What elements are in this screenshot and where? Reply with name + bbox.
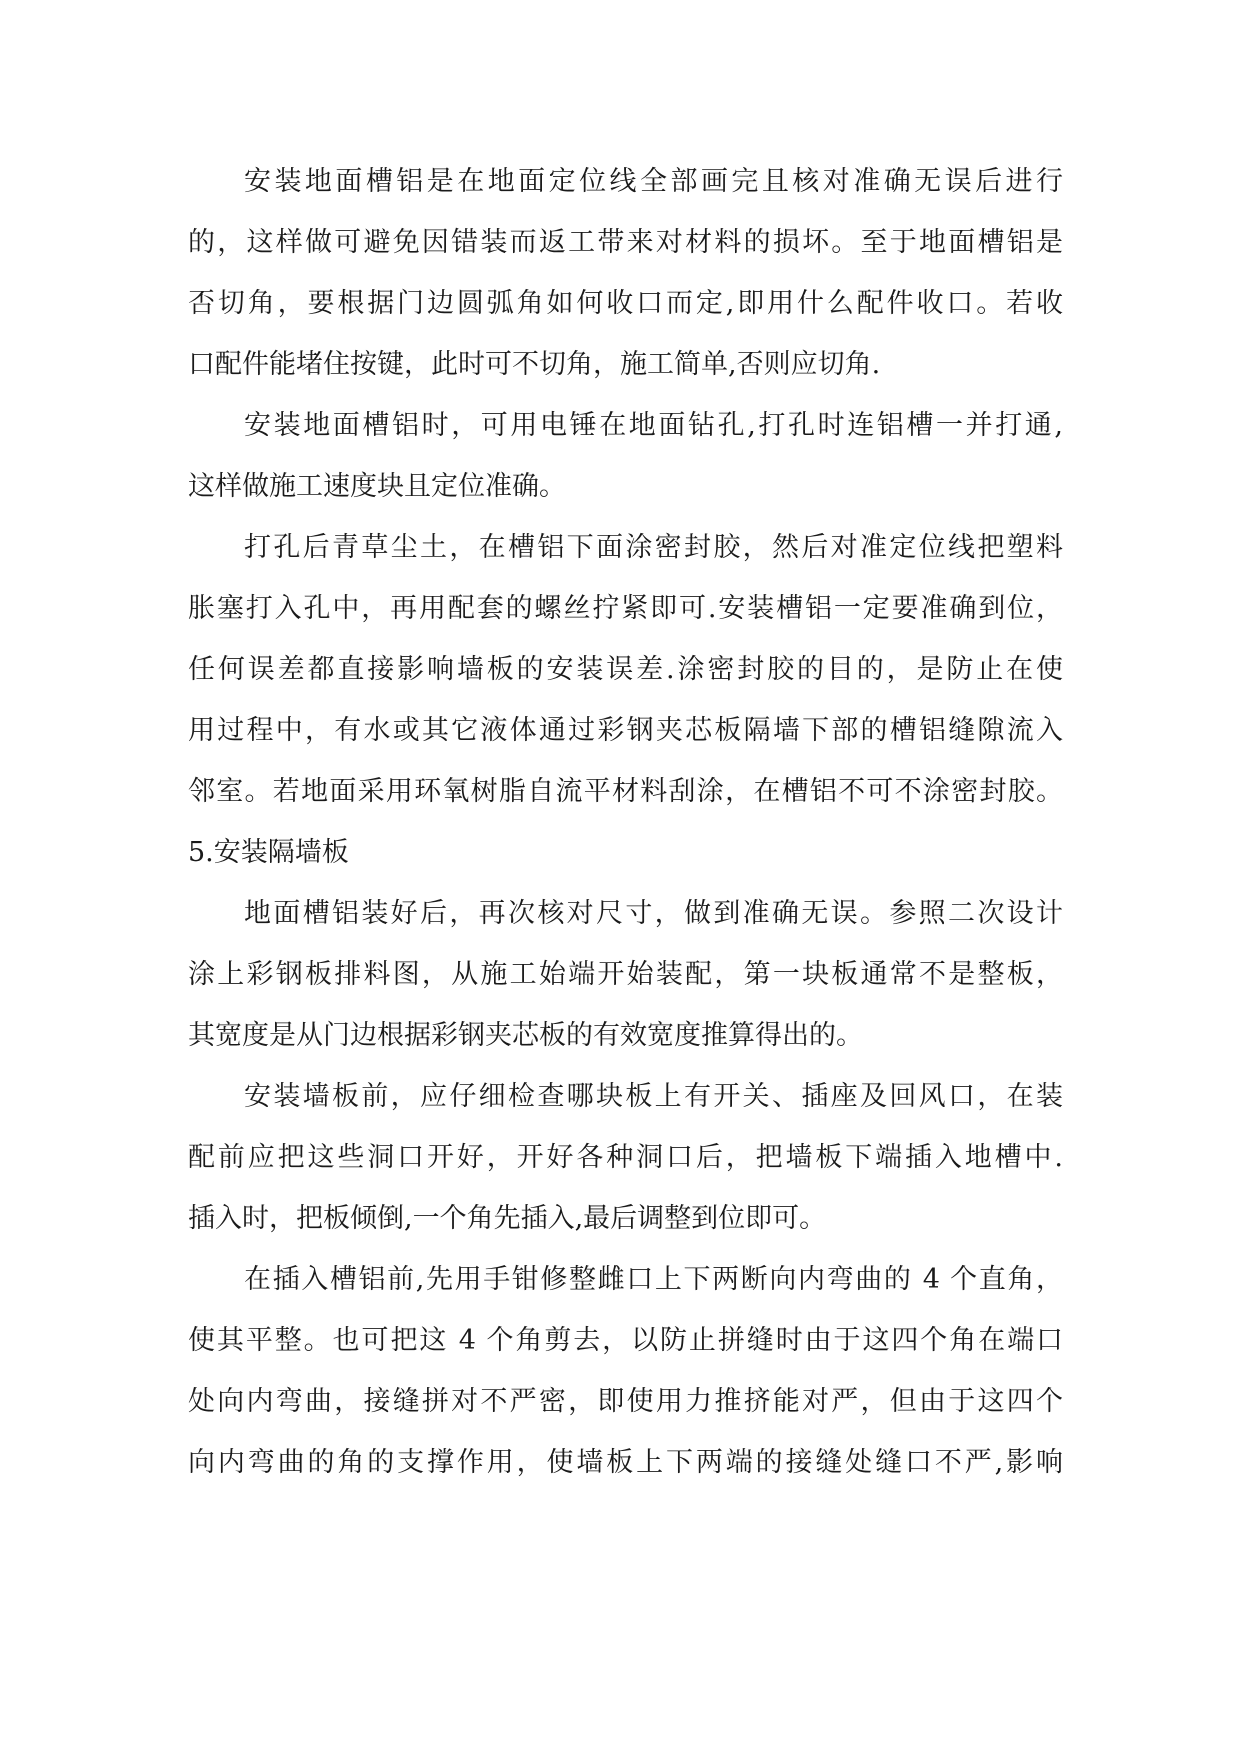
paragraph-line: 处向内弯曲，接缝拼对不严密，即使用力推挤能对严，但由于这四个: [188, 1386, 1063, 1417]
paragraph-line: 的，这样做可避免因错装而返工带来对材料的损坏。至于地面槽铝是: [188, 227, 1063, 258]
paragraph-line: 其宽度是从门边根据彩钢夹芯板的有效宽度推算得出的。: [188, 1020, 863, 1051]
paragraph-line: 地面槽铝装好后，再次核对尺寸，做到准确无误。参照二次设计: [244, 898, 1063, 929]
paragraph-line: 配前应把这些洞口开好，开好各种洞口后，把墙板下端插入地槽中.: [188, 1142, 1063, 1173]
paragraph-line: 在插入槽铝前,先用手钳修整雌口上下两断向内弯曲的 4 个直角，: [244, 1264, 1063, 1295]
paragraph-line: 否切角，要根据门边圆弧角如何收口而定,即用什么配件收口。若收: [188, 288, 1063, 319]
paragraph-line: 安装墙板前，应仔细检查哪块板上有开关、插座及回风口，在装: [244, 1081, 1063, 1112]
paragraph-line: 安装地面槽铝时，可用电锤在地面钻孔,打孔时连铝槽一并打通,: [244, 410, 1063, 441]
paragraph-line: 打孔后青草尘土，在槽铝下面涂密封胶，然后对准定位线把塑料: [244, 532, 1063, 563]
paragraph-line: 用过程中，有水或其它液体通过彩钢夹芯板隔墙下部的槽铝缝隙流入: [188, 715, 1063, 746]
paragraph-line: 向内弯曲的角的支撑作用，使墙板上下两端的接缝处缝口不严,影响: [188, 1447, 1063, 1478]
section-heading: 5.安装隔墙板: [188, 837, 349, 868]
paragraph-line: 安装地面槽铝是在地面定位线全部画完且核对准确无误后进行: [244, 166, 1063, 197]
paragraph-line: 口配件能堵住按键，此时可不切角，施工简单,否则应切角.: [188, 349, 881, 380]
paragraph-line: 涂上彩钢板排料图，从施工始端开始装配，第一块板通常不是整板，: [188, 959, 1063, 990]
paragraph-line: 胀塞打入孔中，再用配套的螺丝拧紧即可.安装槽铝一定要准确到位，: [188, 593, 1063, 624]
paragraph-line: 使其平整。也可把这 4 个角剪去，以防止拼缝时由于这四个角在端口: [188, 1325, 1063, 1356]
paragraph-line: 邻室。若地面采用环氧树脂自流平材料刮涂，在槽铝不可不涂密封胶。: [188, 776, 1063, 807]
paragraph-line: 插入时，把板倾倒,一个角先插入,最后调整到位即可。: [188, 1203, 827, 1234]
paragraph-line: 这样做施工速度块且定位准确。: [188, 471, 566, 502]
paragraph-line: 任何误差都直接影响墙板的安装误差.涂密封胶的目的，是防止在使: [188, 654, 1063, 685]
